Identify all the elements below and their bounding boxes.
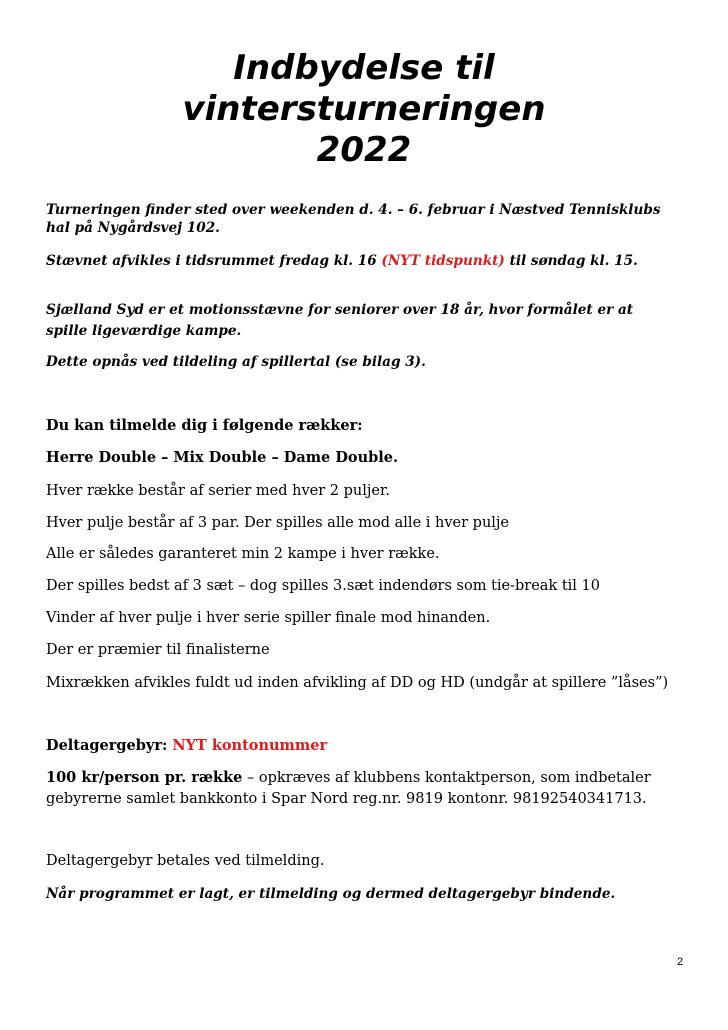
schedule-text-start: Stævnet afvikles i tidsrummet fredag kl. 16 [46,253,382,269]
categories-list: Herre Double – Mix Double – Dame Double. [46,449,399,466]
location-text-line-1: Turneringen finder sted over weekenden d. 4. – 6. februar i Næstved Tennisklubs [46,202,661,218]
fee-label: Deltagergebyr: [46,737,173,754]
fee-amount: 100 kr/person pr. række [46,769,243,786]
rule-line: Der er præmier til finalisterne [46,642,270,658]
rule-line: Hver række består af serier med hver 2 puljer. [46,483,390,499]
fee-description-line-2: gebyrerne samlet bankkonto i Spar Nord reg.nr. 9819 kontonr. 98192540341713. [46,791,647,807]
binding-text: Når programmet er lagt, er tilmelding og dermed deltagergebyr bindende. [46,886,616,902]
schedule-text [46,250,686,272]
location-text-line-2: hal på Nygårdsvej 102. [46,220,220,236]
schedule-text-end: til søndag kl. 15. [504,253,638,269]
categories-heading: Du kan tilmelde dig i følgende rækker: [46,417,363,434]
title-line-2: vintersturneringen [182,89,546,129]
rule-line: Der spilles bedst af 3 sæt – dog spilles 3.sæt indendørs som tie-break til 10 [46,578,601,594]
fee-description-start: – opkræves af klubbens kontaktperson, som indbetaler [242,770,651,786]
fee-heading [46,735,686,757]
purpose-text-line-2: spille ligeværdige kampe. [46,323,242,339]
title-line-3: 2022 [316,130,412,170]
title-line-1: Indbydelse til [233,48,495,88]
page-number: 2 [677,956,684,968]
purpose-text-line-1: Sjælland Syd er et motionsstævne for seniorer over 18 år, hvor formålet er at [46,302,634,318]
new-account-highlight: NYT kontonummer [172,737,328,754]
payment-text: Deltagergebyr betales ved tilmelding. [46,853,325,869]
rule-line: Hver pulje består af 3 par. Der spilles alle mod alle i hver pulje [46,515,509,531]
fee-description-line-1 [46,767,686,789]
rule-line: Alle er således garanteret min 2 kampe i hver række. [46,546,440,562]
rule-line: Vinder af hver pulje i hver serie spiller finale mod hinanden. [46,610,491,626]
rating-text: Dette opnås ved tildeling af spillertal (se bilag 3). [46,354,426,370]
new-time-highlight: (NYT tidspunkt) [381,253,505,269]
rule-line: Mixrækken afvikles fuldt ud inden afvikling af DD og HD (undgår at spillere ”låses”) [46,675,669,691]
